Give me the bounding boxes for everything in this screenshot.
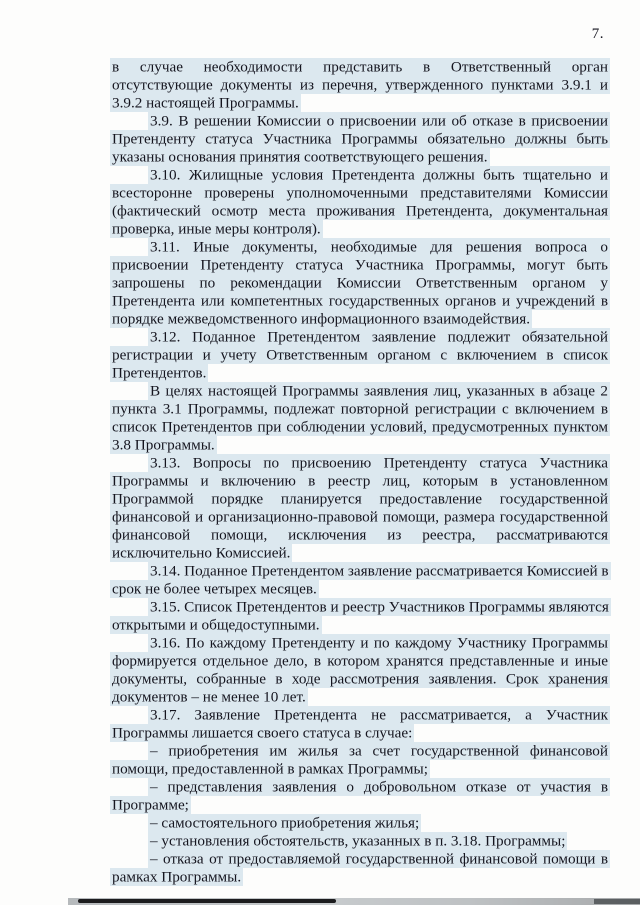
paragraph-text: В целях настоящей Программы заявления лиц, указанных в абзаце 2 пункта 3.1 Программы, подлежат повторной регистрации с включением в список Претендентов при соблюдении условий, предусмотренных пунктом 3.8 Программы. bbox=[112, 382, 608, 453]
paragraph bbox=[110, 562, 610, 598]
document-body bbox=[110, 58, 610, 886]
scan-artifact-corner bbox=[594, 899, 640, 904]
paragraph-text: – установления обстоятельств, указанных в п. 3.18. Программы; bbox=[150, 832, 566, 849]
paragraph bbox=[110, 328, 610, 382]
paragraph-text: 3.9. В решении Комиссии о присвоении или об отказе в присвоении Претенденту статуса Участника Программы обязательно должны быть указаны основания принятия соответствующего решения. bbox=[112, 112, 608, 165]
paragraph-text: 3.11. Иные документы, необходимые для решения вопроса о присвоении Претенденту статуса Участника Программы, могут быть запрошены по рекомендации Комиссии Ответственным органом у Претендента или компетентных государственных органов и учреждений в порядке межведомственного информационного взаимодействия. bbox=[112, 238, 608, 327]
paragraph-text: 3.13. Вопросы по присвоению Претенденту статуса Участника Программы и включению в реестр лиц, которым в установленном Программой порядке планируется предоставление государственной финансовой и организационно-правовой помощи, размера государственной финансовой помощи, исключения из реестра, рассматриваются исключительно Комиссией. bbox=[112, 454, 608, 561]
paragraph-text: – отказа от предоставляемой государственной финансовой помощи в рамках Программы. bbox=[112, 850, 608, 885]
paragraph-text: 3.12. Поданное Претендентом заявление подлежит обязательной регистрации и учету Ответственным органом с включением в список Претендентов. bbox=[112, 328, 608, 381]
paragraph-text: 3.17. Заявление Претендента не рассматривается, а Участник Программы лишается своего статуса в случае: bbox=[112, 706, 608, 741]
paragraph-text: – приобретения им жилья за счет государственной финансовой помощи, предоставленной в рамках Программы; bbox=[112, 742, 608, 777]
paragraph bbox=[110, 598, 610, 634]
paragraph-text: 3.15. Список Претендентов и реестр Участников Программы являются открытыми и общедоступными. bbox=[112, 598, 609, 633]
paragraph bbox=[110, 634, 610, 706]
paragraph-text: 3.14. Поданное Претендентом заявление рассматривается Комиссией в срок не более четырех месяцев. bbox=[112, 562, 609, 597]
paragraph bbox=[110, 454, 610, 562]
paragraph-text: 3.16. По каждому Претенденту и по каждому Участнику Программы формируется отдельное дело, в котором хранятся представленные и иные документы, собранные в ходе рассмотрения заявления. Срок хранения документов – не менее 10 лет. bbox=[112, 634, 608, 705]
paragraph bbox=[110, 706, 610, 742]
page-number: 7. bbox=[591, 26, 604, 42]
paragraph-list-item bbox=[110, 832, 610, 850]
paragraph bbox=[110, 166, 610, 238]
paragraph-list-item bbox=[110, 778, 610, 814]
paragraph bbox=[110, 112, 610, 166]
paragraph-text: – представления заявления о добровольном отказе от участия в Программе; bbox=[112, 778, 608, 813]
paragraph-list-item bbox=[110, 850, 610, 886]
paragraph-text: в случае необходимости представить в Ответственный орган отсутствующие документы из перечня, утвержденного пунктами 3.9.1 и 3.9.2 настоящей Программы. bbox=[112, 58, 608, 111]
paragraph-list-item bbox=[110, 742, 610, 778]
paragraph bbox=[110, 382, 610, 454]
paragraph-text: 3.10. Жилищные условия Претендента должны быть тщательно и всесторонне проверены уполномоченными представителями Комиссии (фактический осмотр места проживания Претендента, документальная проверка, иные меры контроля). bbox=[112, 166, 608, 237]
scan-artifact-streak bbox=[78, 899, 336, 903]
paragraph bbox=[110, 238, 610, 328]
paragraph bbox=[110, 58, 610, 112]
paragraph-text: – самостоятельного приобретения жилья; bbox=[150, 814, 420, 831]
paragraph-list-item bbox=[110, 814, 610, 832]
